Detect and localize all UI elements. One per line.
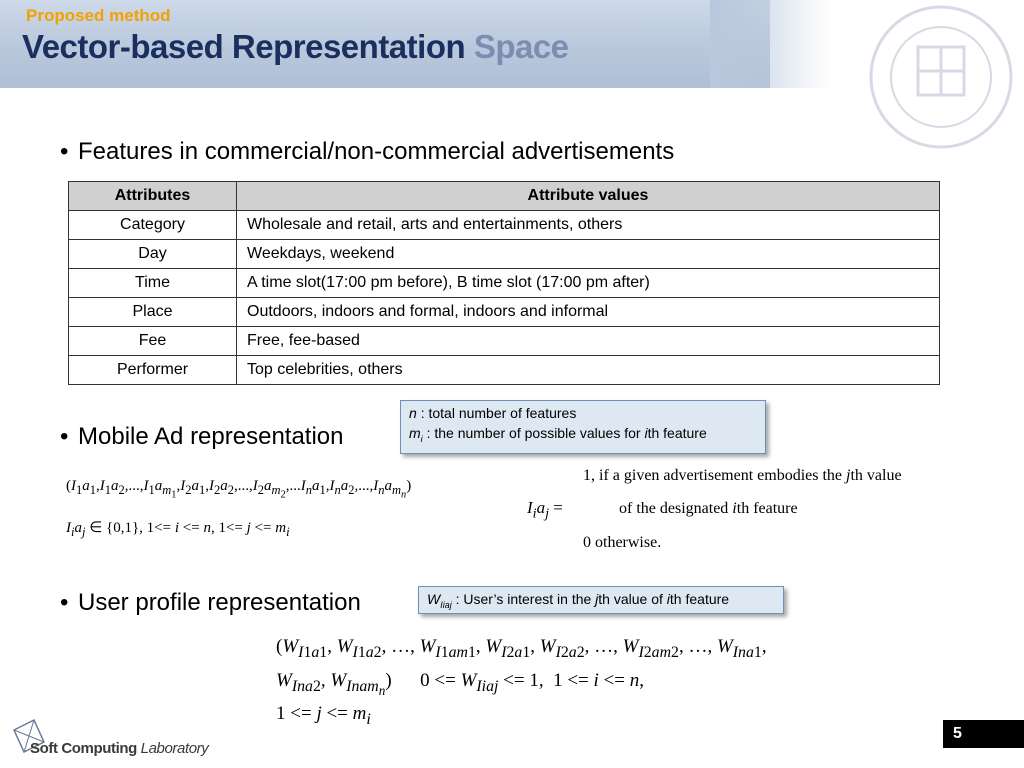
note-w-tail: th feature (669, 591, 730, 607)
header-attributes: Attributes (69, 182, 237, 211)
bullet-mobile-ad: • Mobile Ad representation (60, 423, 344, 450)
table-row (69, 211, 940, 240)
title-main: Vector-based Representation (22, 28, 466, 65)
cell-value: A time slot(17:00 pm before), B time slot (17:00 pm after) (237, 269, 940, 298)
slide-title (22, 28, 569, 66)
table-row (69, 356, 940, 385)
cell-attribute: Performer (69, 356, 237, 385)
ad-domain-formula: $I_ia_j$ ∈ {0,1}, 1<= i <= n, $1<= j <= m_i$ (66, 520, 290, 539)
profile-vector-line-3: $1 <= j <= m_i$ (276, 703, 371, 728)
cell-value: Free, fee-based (237, 327, 940, 356)
header-attribute-values: Attribute values (237, 182, 940, 211)
logo-light: Laboratory (140, 740, 209, 757)
note-w-mid: th value of (598, 591, 663, 607)
cell-value: Outdoors, indoors and formal, indoors and informal (237, 298, 940, 327)
cell-attribute: Place (69, 298, 237, 327)
cell-attribute: Fee (69, 327, 237, 356)
profile-vector-line-2: $W_{Ina2}$, $W_{Inam_n}$) $0 <= W_{Iiaj} <= 1$, 1 <= i <= n, (276, 670, 644, 698)
profile-vector-line-1: ($W_{I1a1}$, $W_{I1a2}$, …, $W_{I1am1}$, $W_{I2a1}$, $W_{I2a2}$, …, $W_{I2am2}$, …, $W_{Ina1}$, (276, 636, 767, 661)
table-row (69, 240, 940, 269)
cell-value: Wholesale and retail, arts and entertainments, others (237, 211, 940, 240)
bullet-mobile-ad-text: Mobile Ad representation (78, 423, 344, 450)
attributes-table (68, 181, 940, 385)
logo-bold: Soft Computing (30, 740, 137, 757)
weight-definition-note: $W_{Iiaj}$ : User’s interest in the jth value of ith feature (418, 586, 784, 614)
case1-text: 1, if a given advertisement embodies the (583, 467, 843, 484)
bullet-features: • Features in commercial/non-commercial advertisements (60, 138, 675, 165)
note-m-text: : the number of possible values for (426, 425, 641, 441)
bullet-user-profile-text: User profile representation (78, 589, 361, 616)
indicator-case-1: 1, if a given advertisement embodies the jth value (583, 467, 902, 484)
note-n-text: : total number of features (420, 405, 577, 421)
table-row (69, 269, 940, 298)
note-m-tail: th feature (647, 425, 707, 441)
ad-vector-formula: $(I_1a_1,I_1a_2,...,I_1a_{m_1},I_2a_1,I_2a_2,...,I_2a_{m_2},...I_na_1,I_na_2,...,I_na_{m_n})$ (66, 478, 412, 501)
bullet-user-profile: • User profile representation (60, 589, 361, 616)
indicator-case-1-cont: of the designated ith feature (619, 500, 798, 517)
cell-attribute: Day (69, 240, 237, 269)
table-row (69, 327, 940, 356)
table-header-row (69, 182, 940, 211)
variable-definitions-note: n : total number of features $m_i$ : the number of possible values for ith feature (400, 400, 766, 454)
cell-value: Weekdays, weekend (237, 240, 940, 269)
case2-text: of the designated (619, 500, 729, 517)
page-number: 5 (943, 720, 1024, 748)
note-w-text: : User’s interest in the (455, 591, 592, 607)
case2-tail: th feature (736, 500, 798, 517)
cell-value: Top celebrities, others (237, 356, 940, 385)
title-light: Space (473, 28, 569, 65)
bullet-features-text: Features in commercial/non-commercial advertisements (78, 138, 675, 165)
case3-text: 0 otherwise. (583, 534, 662, 551)
lab-logo-text (30, 740, 208, 757)
cell-attribute: Time (69, 269, 237, 298)
indicator-lhs: $I_ia_j$ = (527, 498, 563, 522)
university-seal-icon (866, 2, 1016, 152)
case1-tail: th value (850, 467, 902, 484)
table-row (69, 298, 940, 327)
section-kicker: Proposed method (26, 6, 171, 25)
indicator-case-0 (583, 534, 661, 552)
cell-attribute: Category (69, 211, 237, 240)
